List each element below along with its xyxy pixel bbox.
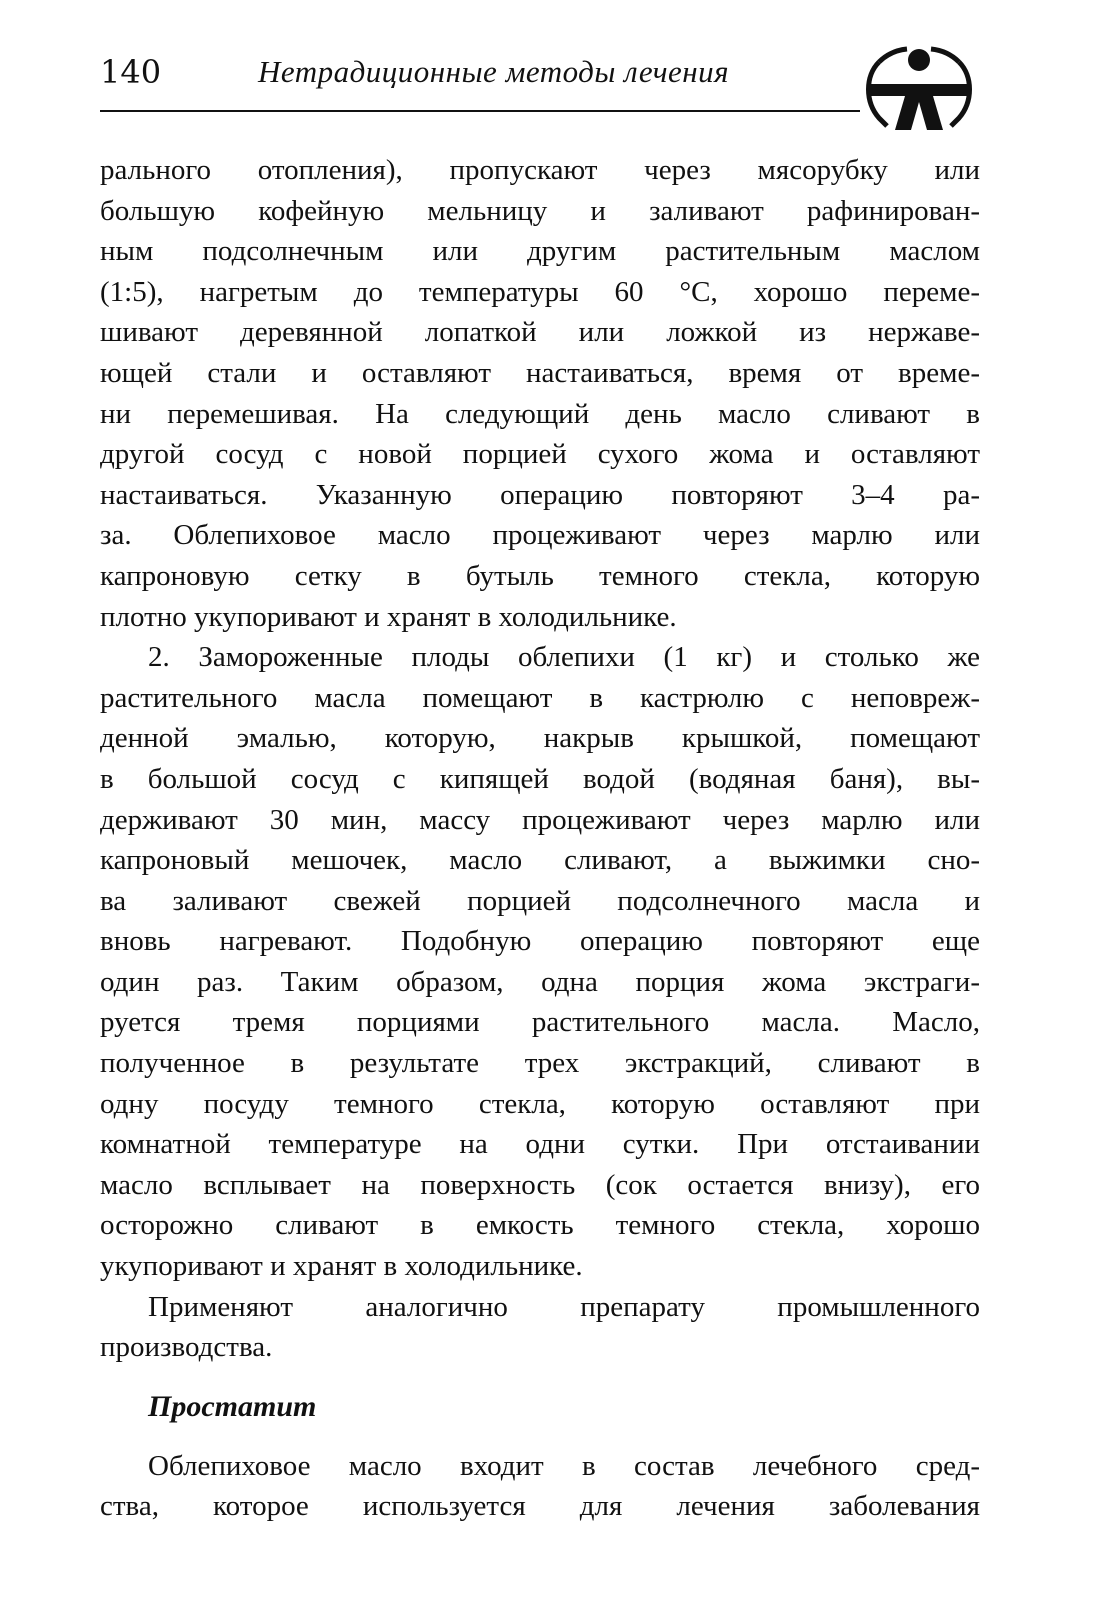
text-line: настаиваться. Указанную операцию повторяют 3–4 ра- [100, 478, 980, 511]
text-line: другой сосуд с новой порцией сухого жома и оставляют [100, 438, 980, 471]
section-title: Простатит [148, 1389, 317, 1423]
text-line: один раз. Таким образом, одна порция жома экстраги- [100, 965, 980, 998]
text-line: полученное в результате трех экстракций, сливают в [100, 1047, 980, 1080]
section-gap [100, 1428, 980, 1446]
text-line: ющей стали и оставляют настаиваться, время от време- [100, 356, 980, 389]
text-line: (1:5), нагретым до температуры 60 °C, хорошо переме- [100, 275, 980, 308]
text-line: плотно укупоривают и хранят в холодильнике. [100, 600, 677, 633]
text-line: растительного масла помещают в кастрюлю с неповреж- [100, 681, 980, 714]
text-line: Облепиховое масло входит в состав лечебного сред- [148, 1449, 980, 1482]
text-line: укупоривают и хранят в холодильнике. [100, 1250, 583, 1283]
text-line: рального отопления), пропускают через мясорубку или [100, 154, 980, 186]
text-line: Применяют аналогично препарату промышленного [148, 1290, 980, 1323]
text-line: ва заливают свежей порцией подсолнечного масла и [100, 884, 980, 917]
text-line: масло всплывает на поверхность (сок остается внизу), его [100, 1168, 980, 1201]
page-header [100, 40, 980, 130]
text-line: ным подсолнечным или другим растительным маслом [100, 235, 980, 268]
text-line: за. Облепиховое масло процеживают через марлю или [100, 519, 980, 552]
text-line: 2. Замороженные плоды облепихи (1 кг) и столько же [148, 641, 980, 674]
text-line: ства, которое используется для лечения заболевания [100, 1490, 980, 1523]
text-line: ни перемешивая. На следующий день масло сливают в [100, 397, 980, 430]
running-title: Нетрадиционные методы лечения [258, 54, 730, 89]
text-line: производства. [100, 1331, 273, 1364]
text-line: держивают 30 мин, массу процеживают через марлю или [100, 803, 980, 836]
text-line: в большой сосуд с кипящей водой (водяная баня), вы- [100, 762, 980, 795]
text-line: денной эмалью, которую, накрыв крышкой, помещают [100, 722, 980, 755]
text-line: вновь нагревают. Подобную операцию повторяют еще [100, 925, 980, 958]
text-line: капроновую сетку в бутыль темного стекла, которую [100, 559, 980, 592]
page-number: 140 [100, 53, 162, 91]
text-line: большую кофейную мельницу и заливают рафинирован- [100, 194, 980, 227]
header-rule [100, 110, 860, 112]
text-line: осторожно сливают в емкость темного стекла, хорошо [100, 1209, 980, 1242]
text-line: руется тремя порциями растительного масла. Масло, [100, 1006, 980, 1039]
body-text [100, 150, 980, 1527]
text-line: шивают деревянной лопаткой или ложкой из нержаве- [100, 316, 980, 349]
text-line: комнатной температуре на одни сутки. При отстаивании [100, 1128, 980, 1161]
section-gap [100, 1368, 980, 1386]
text-line: одну посуду темного стекла, которую оставляют при [100, 1087, 980, 1120]
figure-in-circle-logo-icon [857, 40, 981, 132]
text-line: капроновый мешочек, масло сливают, а выжимки сно- [100, 844, 980, 877]
